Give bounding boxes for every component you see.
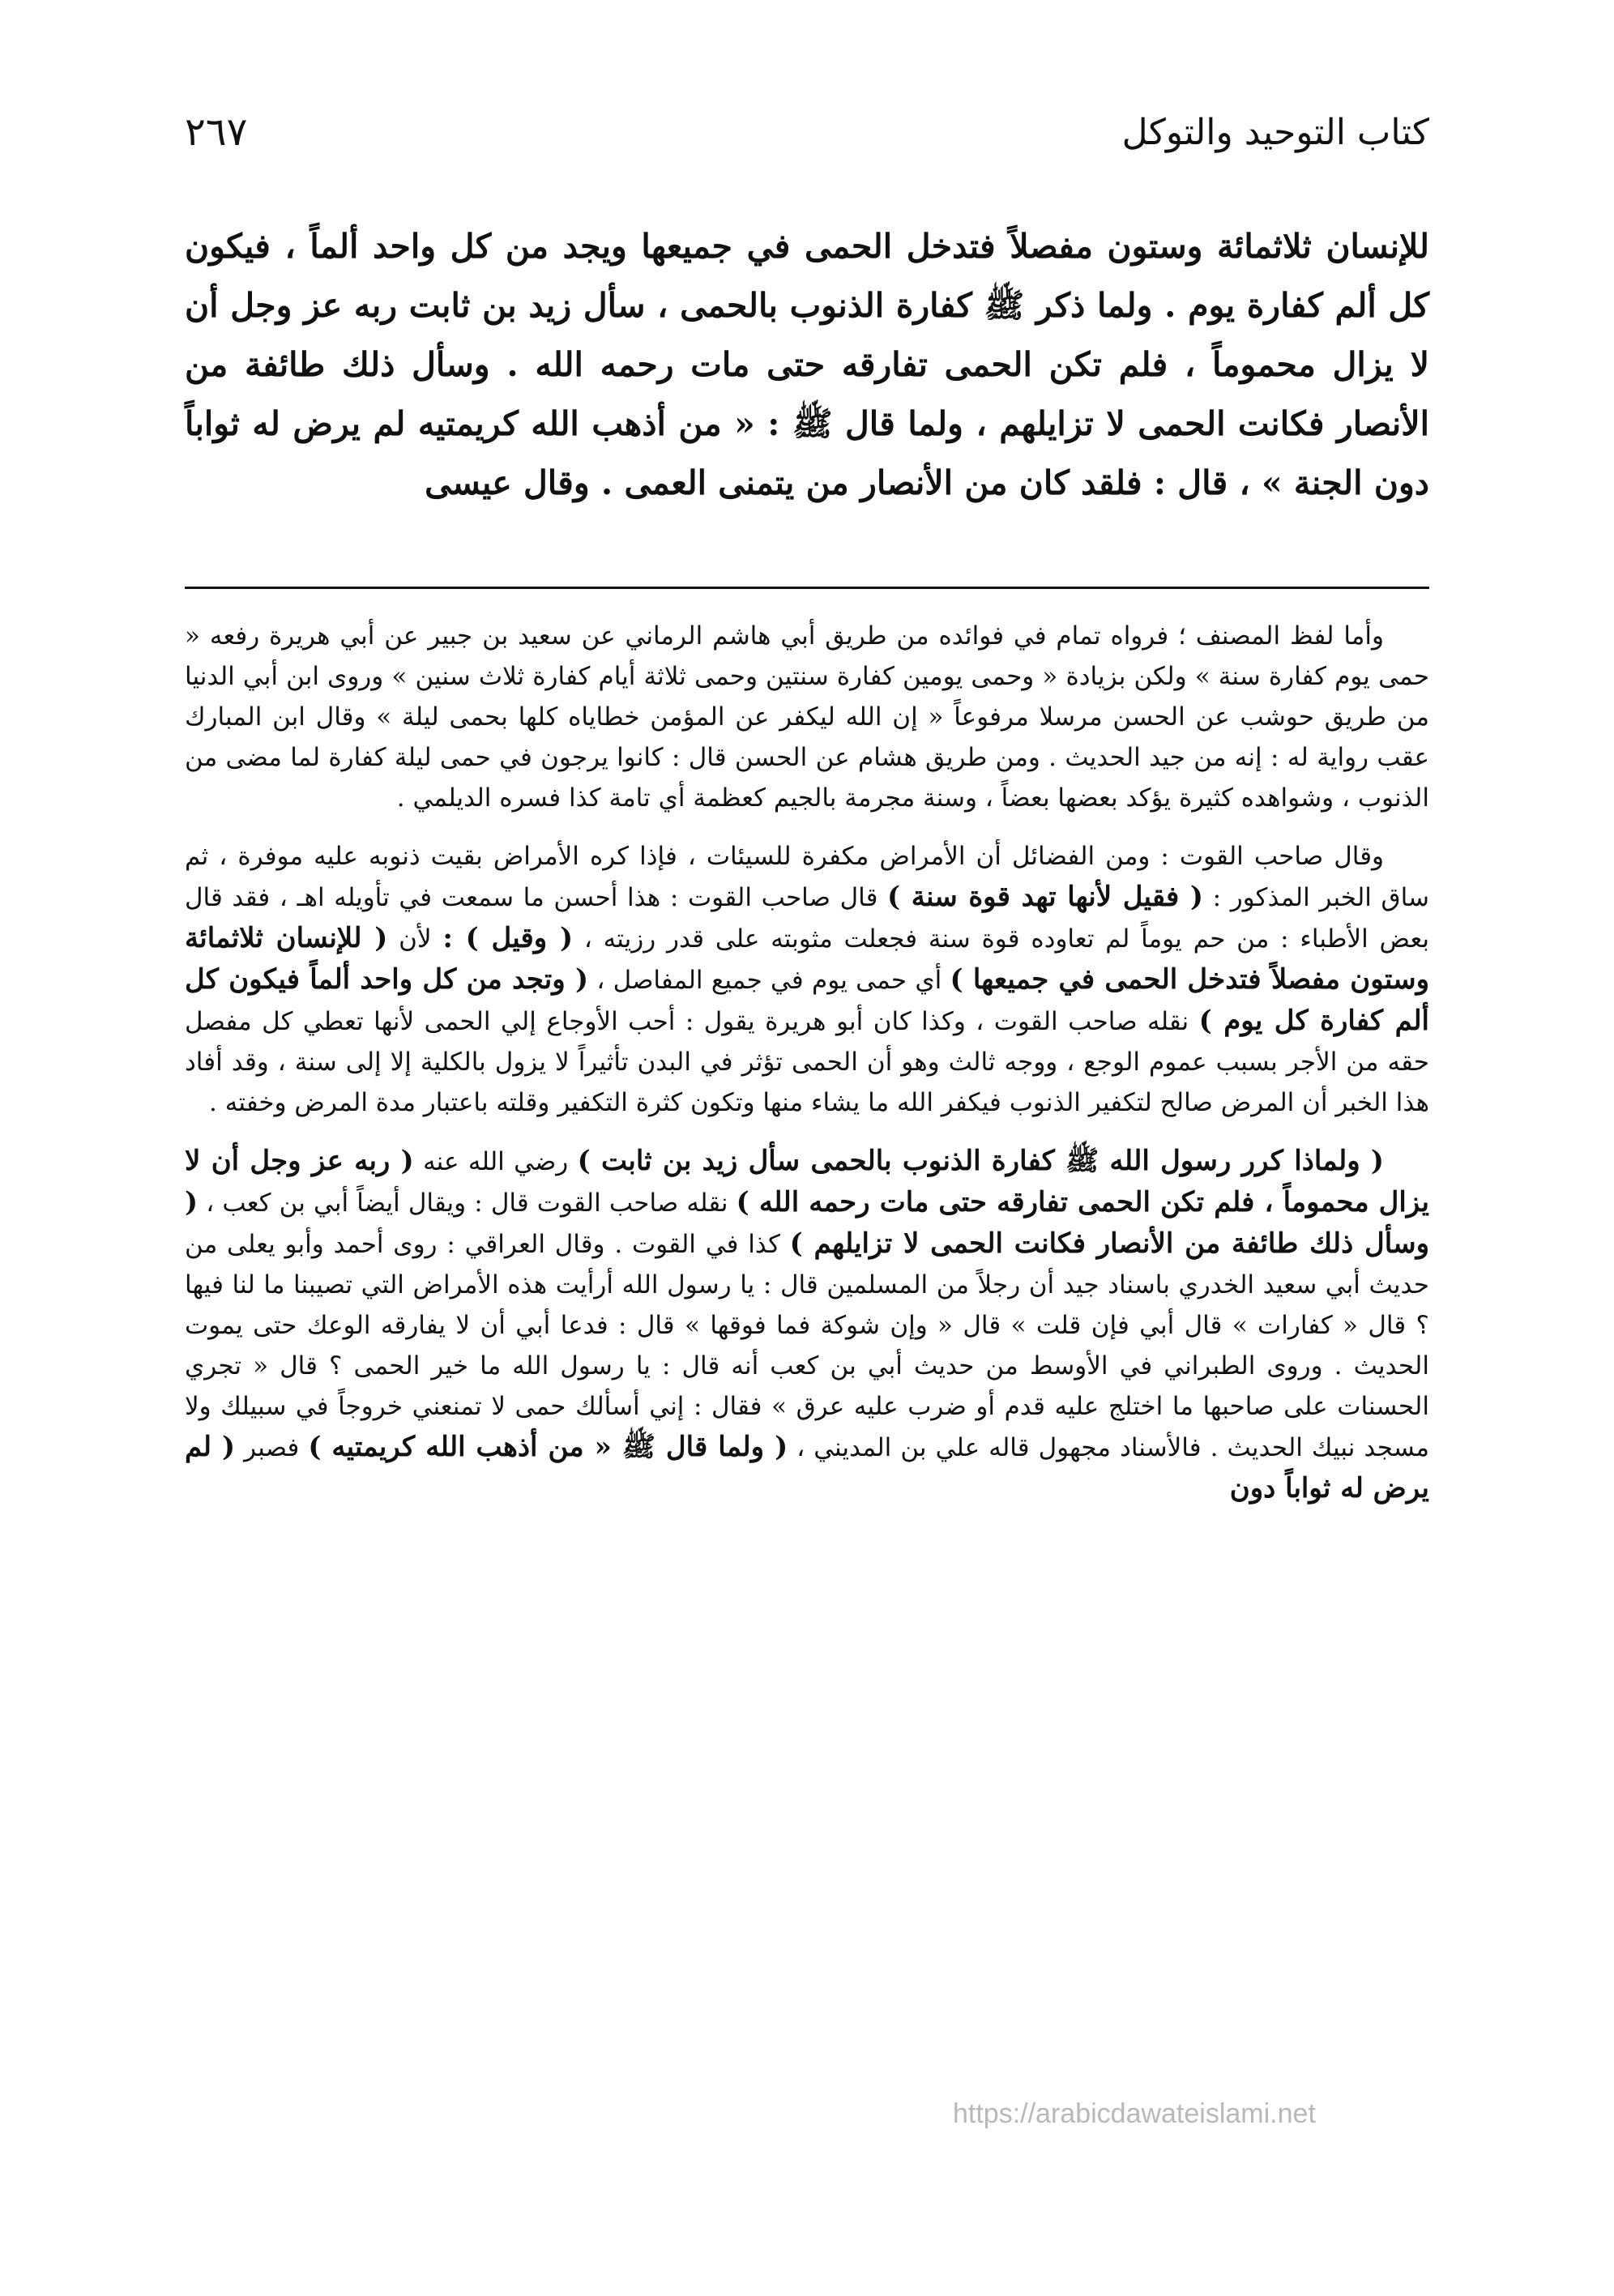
- quoted-matn: ( ولما قال ﷺ « من أذهب الله كريمتيه ): [308, 1431, 788, 1463]
- separator-rule: [185, 587, 1429, 589]
- quoted-matn: ( فقيل لأنها تهد قوة سنة ): [887, 881, 1203, 913]
- book-title: كتاب التوحيد والتوكل: [1121, 111, 1429, 153]
- quoted-matn: ( وسأل ذلك طائفة من الأنصار فكانت الحمى لا تزايلهم ): [185, 1186, 1429, 1260]
- commentary-paragraph-1: وأما لفظ المصنف ؛ فرواه تمام في فوائده من طريق أبي هاشم الرماني عن سعيد بن جبير عن أبي هريرة رفعه « حمى يوم كفارة سنة » ولكن بزيادة « وحمى يومين كفارة سنتين وحمى ثلاثة أيام كفارة ثلاث سنين » وروى ابن أبي الدنيا من طريق حوشب عن الحسن مرسلا مرفوعاً « إن الله ليكفر عن المؤمن خطاياه كلها بحمى ليلة » وقال ابن المبارك عقب رواية له : إنه من جيد الحديث . ومن طريق هشام عن الحسن قال : كانوا يرجون في حمى ليلة كفارة لما مضى من الذنوب ، وشواهده كثيرة يؤكد بعضها بعضاً ، وسنة مجرمة بالجيم كعظمة أي تامة كذا فسره الديلمي .: [185, 621, 1429, 813]
- commentary-text: لأن: [399, 924, 432, 954]
- commentary-paragraph-3: [185, 1141, 1429, 1509]
- main-text-block: [185, 217, 1429, 513]
- commentary-text: نقله صاحب القوت قال : ويقال أيضاً أبي بن كعب ،: [206, 1189, 728, 1218]
- commentary-text: أي حمى يوم في جميع المفاصل ،: [596, 966, 942, 995]
- commentary-text: قال صاحب القوت : هذا أحسن ما سمعت في تأويله اهـ ، فقد قال بعض الأطباء : من حم يوماً لم تعاوده قوة سنة فجعلت مثوبته على قدر رزيته ،: [185, 883, 1430, 954]
- commentary-text: فصبر: [244, 1433, 300, 1462]
- quoted-matn: ( للإنسان ثلاثمائة وستون مفصلاً فتدخل الحمى في جميعها ): [185, 922, 1429, 996]
- commentary-block: [185, 616, 1429, 1527]
- quoted-matn: ( ولماذا كرر رسول الله ﷺ كفارة الذنوب بالحمى سأل زيد بن ثابت ): [577, 1145, 1385, 1177]
- commentary-text: كذا في القوت . وقال العراقي : روى أحمد وأبو يعلى من حديث أبي سعيد الخدري باسناد جيد أن رجلاً من المسلمين قال : يا رسول الله أرأيت هذه الأمراض التي تصيبنا ما لنا فيها ؟ قال « كفارات » قال أبي فإن قلت » قال « وإن شوكة فما فوقها » قال : فدعا أبي أن لا يفارقه الوعك حتى يموت الحديث . وروى الطبراني في الأوسط من حديث أبي بن كعب أنه قال : يا رسول الله ما خير الحمى ؟ قال « تجري الحسنات على صاحبها ما اختلج عليه قدم أو ضرب عليه عرق » فقال : إني أسألك حمى لا تمنعني خروجاً في سبيلك ولا مسجد نبيك الحديث . فالأسناد مجهول قاله علي بن المديني ،: [185, 1230, 1429, 1462]
- commentary-text: وقال صاحب القوت : ومن الفضائل أن الأمراض مكفرة للسيئات ، فإذا كره الأمراض بقيت ذنوبه عليه موفرة ، ثم ساق الخبر المذكور :: [185, 842, 1429, 912]
- page-number: ٢٦٧: [185, 109, 248, 155]
- commentary-text: نقله صاحب القوت ، وكذا كان أبو هريرة يقول : أحب الأوجاع إلي الحمى لأنها تعطي كل مفصل حقه من الأجر بسبب عموم الوجع ، ووجه ثالث وهو أن الحمى تؤثر في البدن تأثيراً لا يزول بالكلية إلا إلى سنة ، وقد أفاد هذا الخبر أن المرض صالح لتكفير الذنوب فيكفر الله ما يشاء منها وتكون كثرة التكفير وقلته باعتبار مدة المرض وخفته .: [185, 1007, 1429, 1117]
- quoted-matn: ( وقيل ) :: [442, 922, 574, 954]
- commentary-text: رضي الله عنه: [423, 1147, 569, 1176]
- quoted-matn: ( ربه عز وجل أن لا يزال محموماً ، فلم تكن الحمى تفارقه حتى مات رحمه الله ): [185, 1145, 1430, 1218]
- main-text-paragraph: للإنسان ثلاثمائة وستون مفصلاً فتدخل الحمى في جميعها ويجد من كل واحد ألماً ، فيكون كل ألم كفارة يوم . ولما ذكر ﷺ كفارة الذنوب بالحمى ، سأل زيد بن ثابت ربه عز وجل أن لا يزال محموماً ، فلم تكن الحمى تفارقه حتى مات رحمه الله . وسأل ذلك طائفة من الأنصار فكانت الحمى لا تزايلهم ، ولما قال ﷺ : « من أذهب الله كريمتيه لم يرض له ثواباً دون الجنة » ، قال : فلقد كان من الأنصار من يتمنى العمى . وقال عيسى: [185, 227, 1429, 502]
- quoted-matn: ( لم يرض له ثواباً دون: [185, 1431, 1429, 1504]
- quoted-matn: ( وتجد من كل واحد ألماً فيكون كل ألم كفارة كل يوم ): [185, 963, 1430, 1037]
- page-header: [185, 96, 1429, 169]
- commentary-paragraph-2: [185, 836, 1429, 1123]
- watermark-url: https://arabicdawateislami.net: [953, 2098, 1316, 2129]
